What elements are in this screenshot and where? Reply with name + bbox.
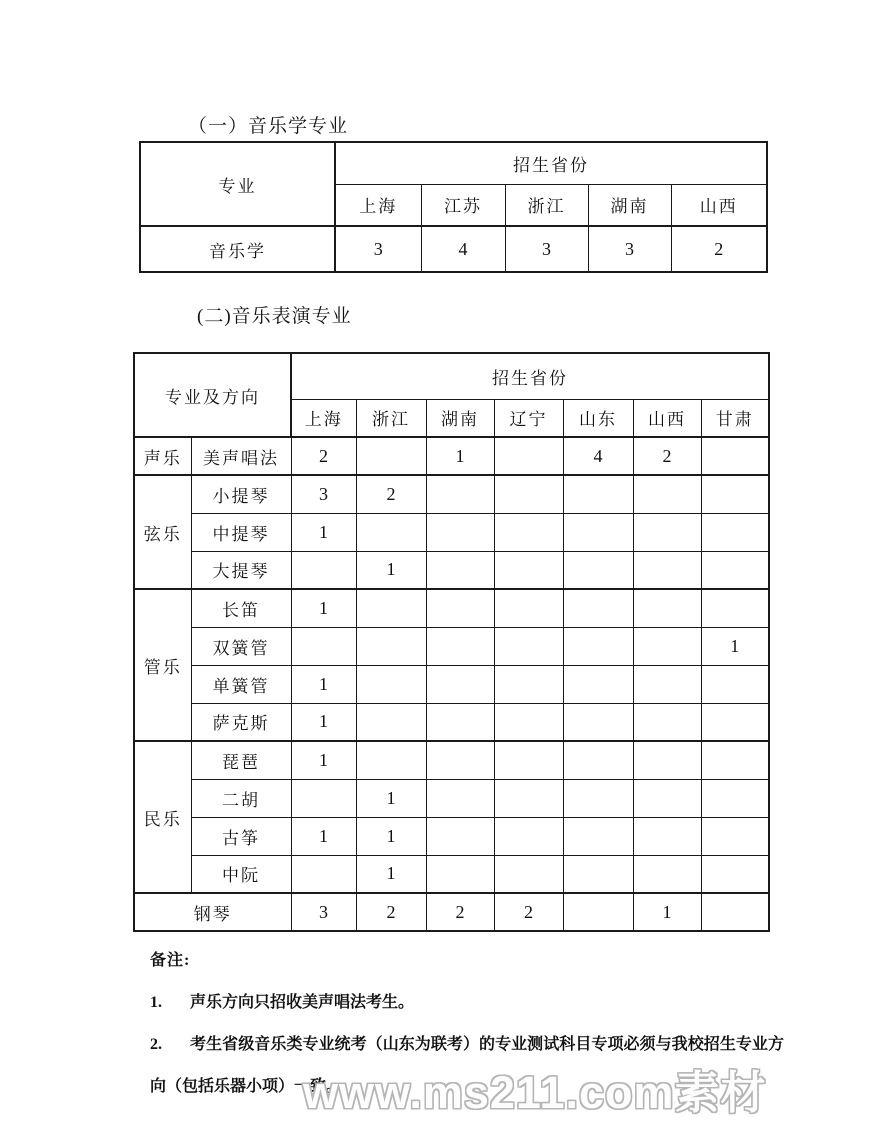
category-label: 弦乐 — [134, 475, 191, 589]
quota-cell — [494, 855, 563, 893]
section2-title: (二)音乐表演专业 — [197, 306, 352, 327]
quota-cell — [563, 627, 633, 665]
direction-label: 单簧管 — [191, 665, 291, 703]
quota-cell — [291, 779, 356, 817]
quota-cell — [563, 703, 633, 741]
quota-cell — [701, 551, 769, 589]
category-label: 声乐 — [134, 437, 191, 475]
quota-cell — [356, 741, 426, 779]
direction-label: 萨克斯 — [191, 703, 291, 741]
direction-label: 中提琴 — [191, 513, 291, 551]
direction-label: 长笛 — [191, 589, 291, 627]
quota-cell — [426, 855, 494, 893]
quota-cell — [633, 779, 701, 817]
provinces-group-header: 招生省份 — [335, 142, 767, 184]
quota-cell — [494, 627, 563, 665]
quota-cell — [426, 475, 494, 513]
quota-cell — [633, 551, 701, 589]
quota-cell — [633, 475, 701, 513]
quota-cell: 4 — [563, 437, 633, 475]
province-header: 湖南 — [426, 399, 494, 437]
quota-cell: 1 — [291, 817, 356, 855]
quota-cell — [356, 589, 426, 627]
quota-cell: 1 — [291, 589, 356, 627]
quota-cell — [494, 437, 563, 475]
quota-cell — [633, 741, 701, 779]
category-label: 管乐 — [134, 589, 191, 741]
note-number: 1. — [150, 994, 162, 1011]
quota-cell — [633, 817, 701, 855]
province-header: 甘肃 — [701, 399, 769, 437]
provinces-group-header: 招生省份 — [291, 353, 769, 399]
direction-label: 大提琴 — [191, 551, 291, 589]
quota-cell: 3 — [505, 226, 588, 272]
province-header: 山西 — [671, 184, 767, 226]
province-header: 上海 — [291, 399, 356, 437]
quota-cell — [633, 855, 701, 893]
quota-cell — [701, 475, 769, 513]
quota-cell: 2 — [633, 437, 701, 475]
notes-heading: 备注: — [150, 952, 191, 969]
quota-cell: 1 — [356, 551, 426, 589]
quota-cell — [633, 703, 701, 741]
quota-cell — [494, 741, 563, 779]
quota-cell — [701, 665, 769, 703]
quota-cell — [633, 665, 701, 703]
direction-label: 古筝 — [191, 817, 291, 855]
quota-cell — [701, 893, 769, 931]
direction-label: 琵琶 — [191, 741, 291, 779]
quota-cell: 1 — [291, 513, 356, 551]
quota-cell — [494, 475, 563, 513]
quota-cell: 4 — [421, 226, 505, 272]
quota-cell — [701, 741, 769, 779]
quota-cell — [494, 779, 563, 817]
province-header: 浙江 — [356, 399, 426, 437]
quota-cell — [701, 779, 769, 817]
corner-header: 专业及方向 — [134, 353, 291, 437]
quota-cell — [291, 627, 356, 665]
quota-cell — [356, 703, 426, 741]
province-header: 山东 — [563, 399, 633, 437]
province-header: 辽宁 — [494, 399, 563, 437]
quota-cell: 3 — [291, 475, 356, 513]
quota-cell — [291, 551, 356, 589]
quota-cell: 2 — [426, 893, 494, 931]
piano-label: 钢琴 — [134, 893, 291, 931]
major-label: 音乐学 — [140, 226, 335, 272]
direction-label: 二胡 — [191, 779, 291, 817]
quota-cell — [494, 589, 563, 627]
quota-cell — [426, 741, 494, 779]
quota-cell: 1 — [291, 703, 356, 741]
section1-title: （一）音乐学专业 — [188, 116, 349, 137]
quota-cell — [563, 551, 633, 589]
quota-cell — [494, 665, 563, 703]
note-number: 2. — [150, 1036, 162, 1053]
quota-cell: 1 — [291, 741, 356, 779]
music-studies-table — [139, 141, 768, 273]
quota-cell: 1 — [356, 855, 426, 893]
quota-cell: 2 — [356, 475, 426, 513]
direction-label: 美声唱法 — [191, 437, 291, 475]
quota-cell — [356, 437, 426, 475]
quota-cell — [426, 551, 494, 589]
note-text: 声乐方向只招收美声唱法考生。 — [190, 994, 415, 1011]
music-studies-table-body — [140, 142, 767, 272]
corner-header: 专业 — [140, 142, 335, 226]
quota-cell: 1 — [701, 627, 769, 665]
quota-cell: 1 — [291, 665, 356, 703]
quota-cell — [426, 627, 494, 665]
quota-cell — [701, 437, 769, 475]
music-performance-table-body — [134, 353, 769, 931]
quota-cell: 2 — [356, 893, 426, 931]
quota-cell — [701, 589, 769, 627]
quota-cell — [291, 855, 356, 893]
quota-cell — [494, 703, 563, 741]
quota-cell — [701, 703, 769, 741]
quota-cell — [563, 817, 633, 855]
direction-label: 小提琴 — [191, 475, 291, 513]
quota-cell: 1 — [426, 437, 494, 475]
quota-cell: 1 — [356, 817, 426, 855]
watermark: www.ms211.com素材 — [303, 1067, 767, 1118]
quota-cell — [426, 665, 494, 703]
quota-cell — [426, 513, 494, 551]
note-text: 考生省级音乐类专业统考（山东为联考）的专业测试科目专项必须与我校招生专业方向（包括乐器小项）一致。 — [150, 1036, 784, 1095]
quota-cell — [701, 513, 769, 551]
quota-cell — [494, 513, 563, 551]
quota-cell — [701, 817, 769, 855]
quota-cell — [356, 627, 426, 665]
quota-cell — [356, 665, 426, 703]
quota-cell — [563, 475, 633, 513]
quota-cell: 2 — [671, 226, 767, 272]
province-header: 江苏 — [421, 184, 505, 226]
province-header: 上海 — [335, 184, 421, 226]
quota-cell — [494, 817, 563, 855]
quota-cell — [563, 741, 633, 779]
quota-cell — [633, 513, 701, 551]
quota-cell — [563, 893, 633, 931]
quota-cell — [701, 855, 769, 893]
quota-cell — [426, 589, 494, 627]
direction-label: 中阮 — [191, 855, 291, 893]
quota-cell — [563, 779, 633, 817]
quota-cell — [356, 513, 426, 551]
note-item — [150, 982, 784, 1024]
quota-cell — [426, 779, 494, 817]
quota-cell — [633, 589, 701, 627]
quota-cell: 1 — [356, 779, 426, 817]
category-label: 民乐 — [134, 741, 191, 893]
music-performance-table — [133, 352, 770, 932]
quota-cell: 2 — [291, 437, 356, 475]
province-header: 山西 — [633, 399, 701, 437]
quota-cell — [426, 817, 494, 855]
quota-cell: 1 — [633, 893, 701, 931]
quota-cell — [563, 513, 633, 551]
quota-cell: 3 — [291, 893, 356, 931]
quota-cell — [563, 589, 633, 627]
quota-cell: 3 — [335, 226, 421, 272]
quota-cell — [563, 665, 633, 703]
province-header: 浙江 — [505, 184, 588, 226]
quota-cell: 2 — [494, 893, 563, 931]
quota-cell — [426, 703, 494, 741]
quota-cell — [563, 855, 633, 893]
direction-label: 双簧管 — [191, 627, 291, 665]
quota-cell — [494, 551, 563, 589]
quota-cell: 3 — [588, 226, 671, 272]
quota-cell — [633, 627, 701, 665]
province-header: 湖南 — [588, 184, 671, 226]
